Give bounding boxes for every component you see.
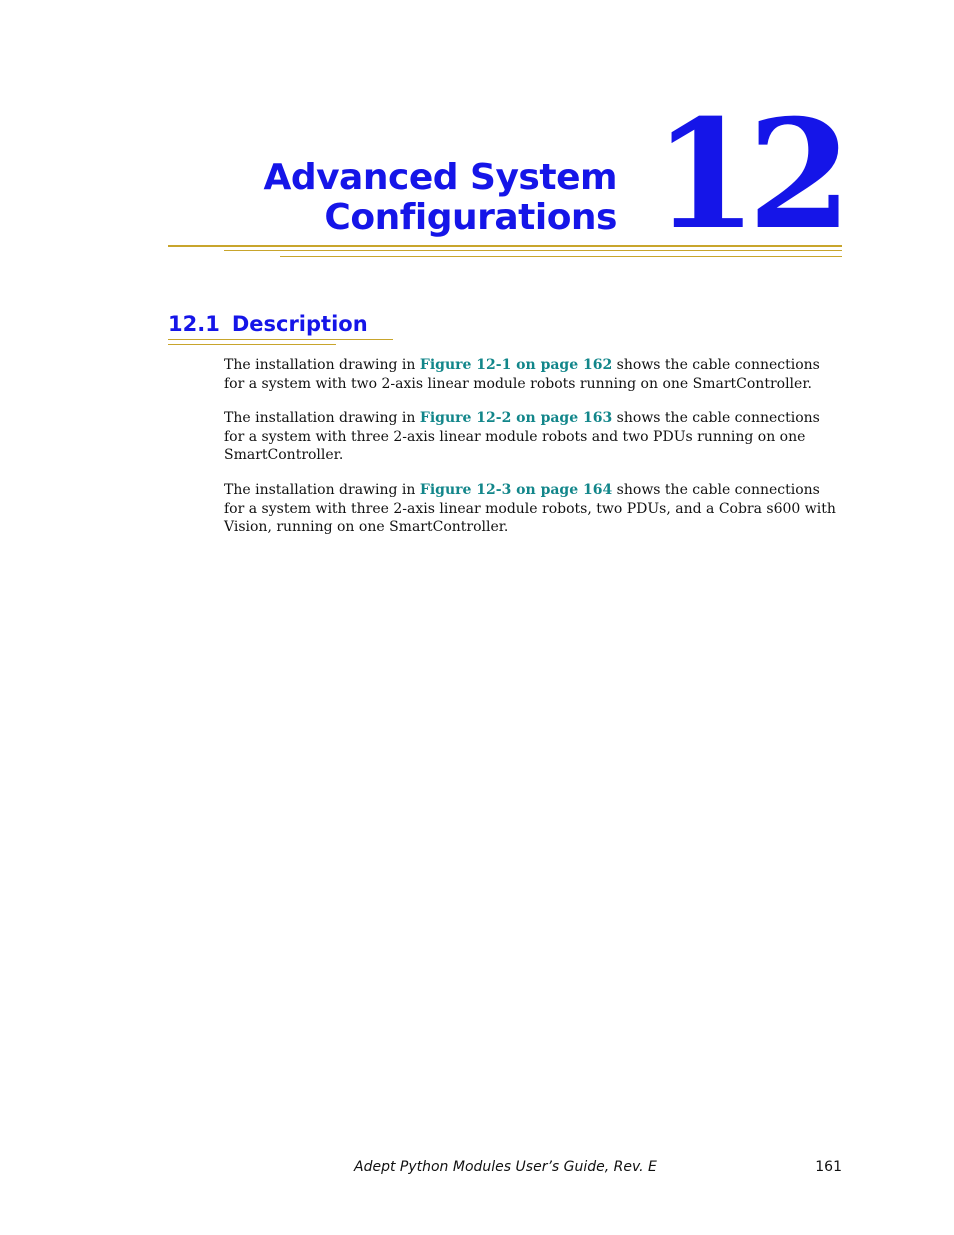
paragraph-3 [224,481,842,537]
section-rule-bottom [168,344,336,345]
footer-title: Adept Python Modules User’s Guide, Rev. E [354,1159,657,1175]
chapter-rule-top [168,245,842,247]
section-rule-top [168,339,393,340]
chapter-title-line-1: Advanced System [263,157,617,198]
chapter-rule-bottom [280,256,842,257]
chapter-title-line-2: Configurations [324,197,617,238]
page-footer [224,1159,842,1179]
figure-12-1-link[interactable]: Figure 12-1 on page 162 [419,357,613,373]
paragraph-text: shows the cable connections for a system with three 2-axis linear module robots and two PDUs running on one SmartController. [224,410,820,464]
figure-12-2-link[interactable]: Figure 12-2 on page 163 [419,410,613,427]
paragraph-text: The installation drawing in [224,410,420,427]
section-number: 12.1 [168,312,220,336]
paragraph-text: shows the cable connections for a system with three 2-axis linear module robots, two PDUs, and a Cobra s600 with Vision, running on one SmartController. [224,481,836,536]
paragraph-text: The installation drawing in [224,357,420,373]
chapter-number: 12 [653,87,842,263]
paragraph-text: The installation drawing in [224,481,420,498]
figure-12-3-link[interactable]: Figure 12-3 on page 164 [419,481,613,498]
paragraph-1 [224,356,842,393]
body-text [224,356,842,553]
section-heading [168,311,368,337]
chapter-title [137,158,617,238]
page-number: 161 [815,1159,842,1175]
paragraph-text: shows the cable connections for a system with two 2-axis linear module robots running on one SmartController. [224,357,820,392]
section-title: Description [231,312,368,336]
chapter-rule-middle [224,250,842,251]
paragraph-2 [224,409,842,465]
